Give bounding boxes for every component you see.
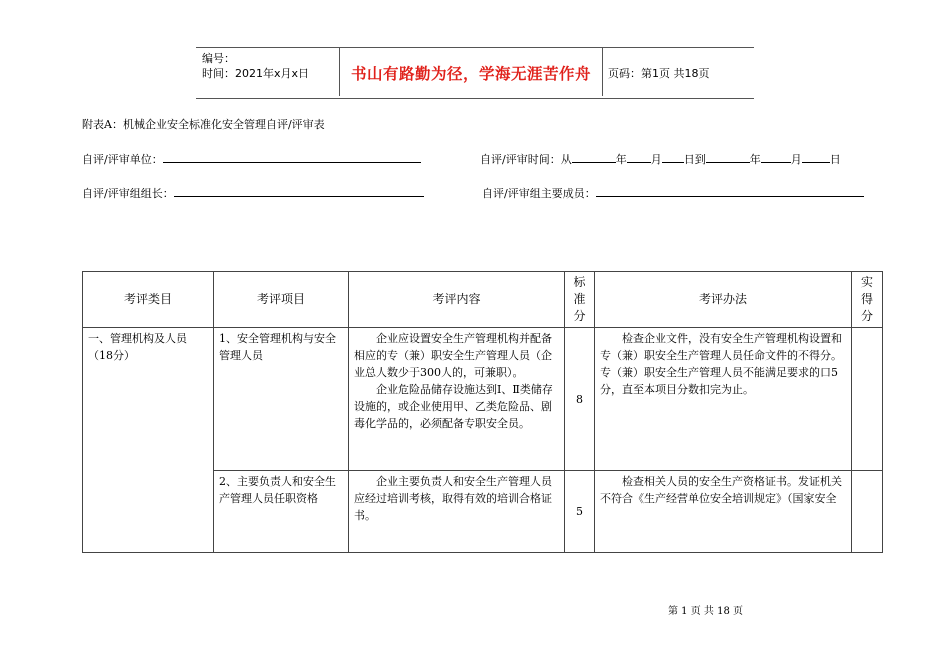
- row-content: [349, 328, 565, 471]
- content-paragraph: 企业应设置安全生产管理机构并配备相应的专（兼）职安全生产管理人员（企业总人数少于300人的，可兼职）。: [354, 332, 552, 379]
- header-score: 标准分: [565, 272, 595, 328]
- unit-blank: [163, 150, 421, 163]
- row-score: 8: [565, 328, 595, 471]
- leader-label: 自评/评审组组长：: [82, 187, 174, 200]
- serial-label: 编号：: [202, 52, 235, 65]
- month-label: 月: [650, 153, 662, 166]
- year-label-2: 年: [749, 153, 761, 166]
- header-content: 考评内容: [349, 272, 565, 328]
- method-paragraph: 检查企业文件，没有安全生产管理机构设置和专（兼）职安全生产管理人员任命文件的不得分。专（兼）职安全生产管理人员不能满足要求的口5分，直至本项目分数扣完为止。: [600, 332, 842, 396]
- header-item: 考评项目: [214, 272, 349, 328]
- unit-row: [82, 150, 421, 167]
- header-page-code: 页码：第1页 共18页: [608, 67, 710, 80]
- row-actual-score[interactable]: [852, 471, 883, 553]
- header-category: 考评类目: [83, 272, 214, 328]
- members-blank: [596, 184, 864, 197]
- table-row: [83, 328, 883, 471]
- blank-year-from: [572, 150, 616, 163]
- row-method: [595, 471, 852, 553]
- row-method: [595, 328, 852, 471]
- leader-row: [82, 184, 424, 201]
- document-title: 附表A：机械企业安全标准化安全管理自评/评审表: [82, 118, 325, 131]
- row-category: 一、管理机构及人员（18分）: [83, 328, 214, 553]
- header-motto-cell: [339, 48, 603, 96]
- blank-day-to: [802, 150, 830, 163]
- page-header: [196, 47, 754, 99]
- blank-month-from: [627, 150, 651, 163]
- header-motto: 书山有路勤为径，学海无涯苦作舟: [350, 64, 591, 83]
- day-label: 日: [829, 153, 841, 166]
- members-row: [482, 184, 864, 201]
- table-header-row: [83, 272, 883, 328]
- method-paragraph: 检查相关人员的安全生产资格证书。发证机关不符合《生产经营单位安全培训规定》（国家安全: [600, 475, 842, 505]
- content-paragraph: 企业危险品储存设施达到Ⅰ、Ⅱ类储存设施的，或企业使用甲、乙类危险品、剧毒化学品的，必须配备专职安全员。: [354, 383, 553, 430]
- members-label: 自评/评审组主要成员：: [482, 187, 596, 200]
- unit-label: 自评/评审单位：: [82, 153, 163, 166]
- row-item: 2、主要负责人和安全生产管理人员任职资格: [214, 471, 349, 553]
- year-label: 年: [615, 153, 627, 166]
- blank-year-to: [706, 150, 750, 163]
- day-to-label: 日到: [683, 153, 706, 166]
- row-content: [349, 471, 565, 553]
- row-actual-score[interactable]: [852, 328, 883, 471]
- row-item: 1、安全管理机构与安全管理人员: [214, 328, 349, 471]
- header-actual: 实得分: [852, 272, 883, 328]
- blank-month-to: [761, 150, 791, 163]
- row-score: 5: [565, 471, 595, 553]
- header-meta: [202, 51, 309, 81]
- blank-day-from: [662, 150, 684, 163]
- header-method: 考评办法: [595, 272, 852, 328]
- month-label-2: 月: [790, 153, 802, 166]
- leader-blank: [174, 184, 424, 197]
- time-row: [480, 150, 841, 167]
- page-footer: 第 1 页 共 18 页: [668, 606, 743, 617]
- content-paragraph: 企业主要负责人和安全生产管理人员应经过培训考核，取得有效的培训合格证书。: [354, 475, 552, 522]
- time-label: 时间：2021年x月x日: [202, 67, 310, 80]
- time-from-label: 自评/评审时间：从: [480, 153, 572, 166]
- assessment-table: [82, 271, 883, 553]
